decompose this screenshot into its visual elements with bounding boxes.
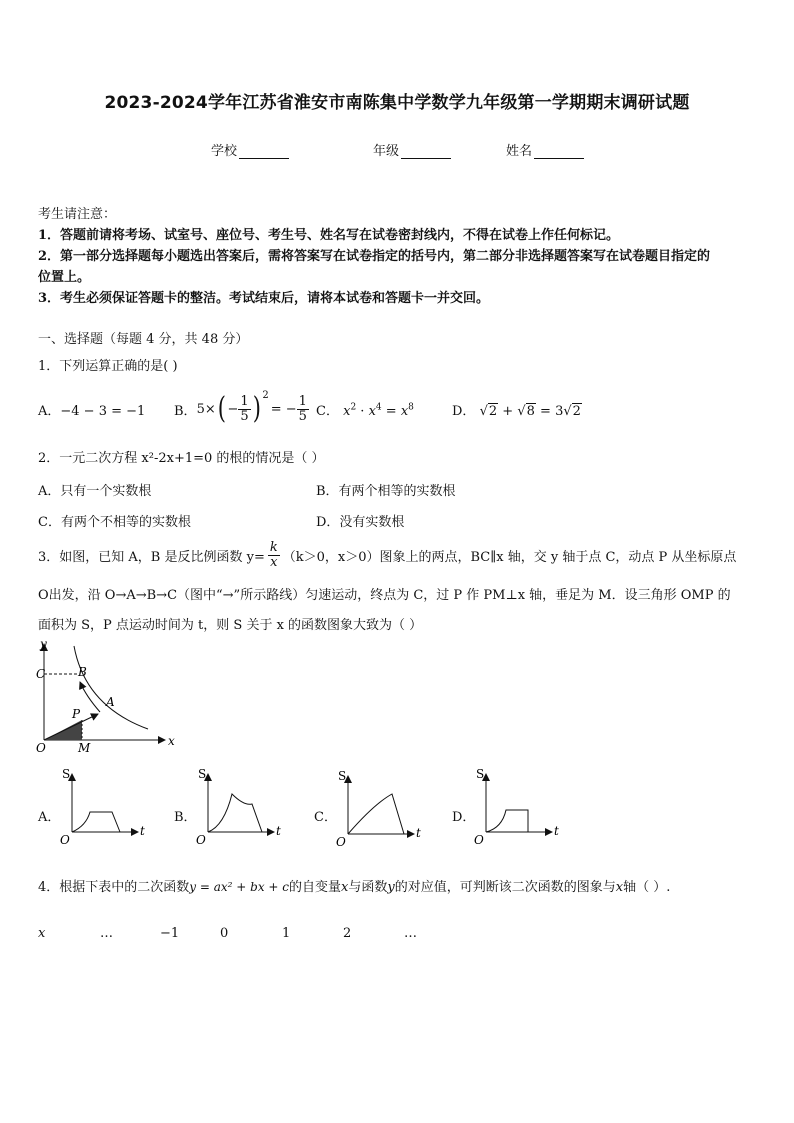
q3-option-d-label: D． — [452, 810, 476, 825]
grade-blank[interactable] — [401, 146, 451, 159]
notice-item-1: 1．答题前请将考场、试室号、座位号、考生号、姓名写在试卷密封线内，不得在试卷上作任何标记。 — [38, 228, 620, 243]
q3-c-curve — [348, 794, 404, 834]
q4-cell-0: 0 — [220, 926, 229, 941]
svg-text:S: S — [198, 767, 207, 781]
svg-text:S: S — [476, 767, 485, 781]
page-title: 2023-2024学年江苏省淮安市南陈集中学数学九年级第一学期期末调研试题 — [104, 93, 690, 113]
q3-label-y: y — [40, 637, 47, 651]
q3-a-curve — [72, 812, 120, 832]
q1-b-rparen: ) — [252, 391, 261, 426]
notice-item-2-cont: 位置上。 — [38, 270, 91, 285]
q4-cell-x: x — [38, 926, 46, 941]
q1-b-rfrac: $\frac{1}{5}$ — [298, 393, 307, 424]
school-field — [211, 140, 289, 159]
q3-d-curve — [486, 810, 528, 832]
q1-d-label: D． — [452, 404, 476, 419]
q3-label-o: O — [36, 741, 46, 755]
svg-text:t: t — [140, 824, 145, 838]
q1-option-d: D． √2 + √8 = 3√2 — [452, 404, 581, 419]
q4-cell-2: 2 — [343, 926, 352, 941]
q3-option-b-graph — [194, 764, 289, 849]
q4-cell-1: 1 — [282, 926, 291, 941]
name-label: 姓名 — [506, 144, 533, 159]
q3-label-a: A — [106, 695, 115, 709]
name-field — [506, 140, 584, 159]
school-label: 学校 — [211, 144, 238, 159]
q4-cell-ellipsis-1: … — [100, 926, 113, 941]
q4-function: y = ax² + bx + c — [189, 880, 290, 894]
section-heading: 一、选择题（每题 4 分，共 48 分） — [38, 332, 249, 347]
school-blank[interactable] — [239, 146, 289, 159]
q3-line-2: O出发，沿 O→A→B→C（图中“→”所示路线）匀速运动，终点为 C，过 P 作 PM⊥x 轴，垂足为 M．设三角形 OMP 的 — [38, 588, 731, 603]
q2-option-a: A．只有一个实数根 — [38, 484, 152, 499]
q3-line-3: 面积为 S，P 点运动时间为 t，则 S 关于 x 的函数图象大致为（ ） — [38, 618, 423, 633]
svg-text:S: S — [338, 769, 347, 783]
svg-text:O: O — [60, 833, 70, 847]
grade-label: 年级 — [373, 144, 400, 159]
q3-b-curve — [208, 794, 262, 832]
q3-label-m: M — [78, 741, 91, 755]
name-blank[interactable] — [534, 146, 584, 159]
q3-fraction: $\frac{k}{x}$ — [269, 539, 278, 570]
q1-a-expr: −4 − 3 = −1 — [60, 404, 146, 419]
q3-label-b: B — [78, 665, 87, 679]
q1-stem: 1．下列运算正确的是( ) — [38, 359, 178, 374]
q2-stem: 2．一元二次方程 x²-2x+1=0 的根的情况是（ ） — [38, 451, 325, 466]
q3-main-figure — [30, 634, 190, 756]
q3-option-a-label: A． — [38, 810, 61, 825]
q3-option-c-label: C． — [314, 810, 337, 825]
q3-line-1: 3．如图，已知 A，B 是反比例函数 y= $\frac{k}{x}$ （k＞0，x＞0）图象上的两点，BC∥x 轴，交 y 轴于点 C，动点 P 从坐标原点 — [38, 539, 737, 570]
q1-b-exponent: 2 — [262, 390, 269, 401]
q3-label-x: x — [168, 734, 175, 748]
q1-b-pre: 5× — [196, 401, 216, 417]
q2-option-c: C．有两个不相等的实数根 — [38, 515, 191, 530]
q1-b-lparen: ( — [217, 391, 226, 426]
q4-stem: 4．根据下表中的二次函数y = ax² + bx + c的自变量x与函数y的对应值，可判断该二次函数的图象与x轴（ ）. — [38, 880, 671, 895]
q1-a-label: A． — [38, 404, 61, 419]
q4-table-row — [38, 926, 438, 946]
svg-text:t: t — [276, 824, 281, 838]
notice-item-2: 2．第一部分选择题每小题选出答案后，需将答案写在试卷指定的括号内，第二部分非选择题答案写在试卷题目指定的 — [38, 249, 711, 264]
q3-option-b-label: B． — [174, 810, 197, 825]
q4-cell-neg1: −1 — [160, 926, 180, 941]
notice-item-3: 3．考生必须保证答题卡的整洁。考试结束后，请将本试卷和答题卡一并交回。 — [38, 291, 490, 306]
svg-text:S: S — [62, 767, 71, 781]
svg-text:O: O — [336, 835, 346, 849]
svg-text:t: t — [554, 824, 559, 838]
q3-curve — [74, 646, 148, 729]
q3-option-d-graph — [472, 764, 567, 849]
q2-option-d: D．没有实数根 — [316, 515, 405, 530]
q1-c-label: C． — [316, 404, 339, 419]
q1-b-frac: $\frac{1}{5}$ — [240, 393, 249, 424]
svg-text:O: O — [474, 833, 484, 847]
notice-heading: 考生请注意： — [38, 207, 117, 222]
q3-label-p: P — [72, 707, 81, 721]
q3-option-a-graph — [58, 764, 153, 849]
grade-field — [373, 140, 451, 159]
q4-cell-ellipsis-2: … — [404, 926, 417, 941]
q1-b-label: B． — [174, 403, 197, 419]
q1-b-eq: = − — [270, 401, 297, 417]
q1-option-a — [38, 400, 145, 419]
q1-option-c: C． $x^2 \cdot x^4 = x^8$ — [316, 402, 414, 419]
svg-text:t: t — [416, 826, 421, 840]
q3-label-c: C — [36, 667, 46, 681]
q3-option-c-graph — [334, 766, 429, 851]
q2-option-b: B．有两个相等的实数根 — [316, 484, 456, 499]
q1-option-b: B． 5× ( − $\frac{1}{5}$ ) $^2$ = − $\frac{1}{5}$ — [174, 390, 307, 426]
svg-text:O: O — [196, 833, 206, 847]
